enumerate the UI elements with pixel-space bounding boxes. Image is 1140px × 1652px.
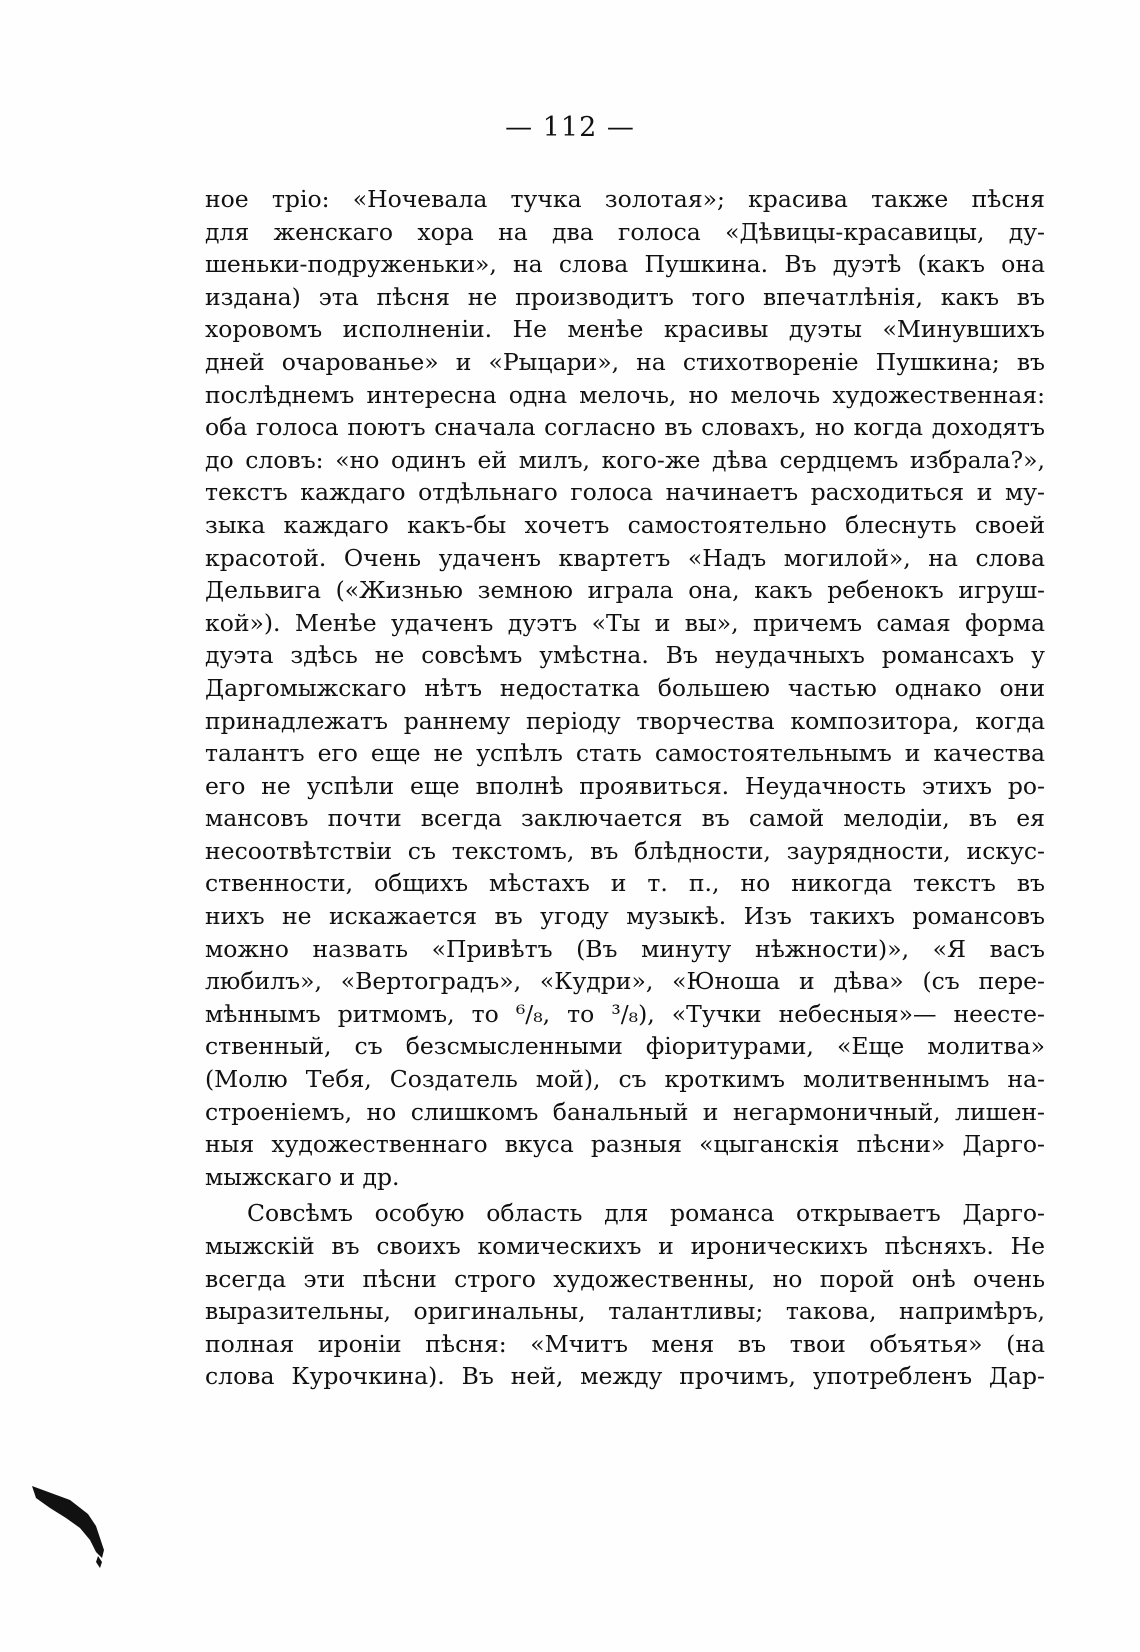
text-line: несоотвѣтствіи съ текстомъ, въ блѣдности, заурядности, искус- xyxy=(205,836,1045,865)
paragraph-1 xyxy=(205,183,1045,1193)
text-line: Дельвига («Жизнью земною играла она, какъ ребенокъ игруш- xyxy=(205,576,1045,605)
text-line: принадлежатъ раннему періоду творчества композитора, когда xyxy=(205,706,1045,735)
text-line: мыжскаго и др. xyxy=(205,1162,400,1191)
text-line: шеньки-подруженьки», на слова Пушкина. Въ дуэтѣ (какъ она xyxy=(205,250,1045,279)
text-line: издана) эта пѣсня не производитъ того впечатлѣнія, какъ въ xyxy=(205,282,1045,311)
text-line: (Молю Тебя, Создатель мой), съ кроткимъ молитвеннымъ на- xyxy=(205,1065,1045,1094)
text-line: ныя художественнаго вкуса разныя «цыганскія пѣсни» Дарго- xyxy=(205,1130,1045,1159)
text-line: любилъ», «Вертоградъ», «Кудри», «Юноша и дѣва» (съ пере- xyxy=(205,967,1045,996)
text-line: зыка каждаго какъ-бы хочетъ самостоятельно блеснуть своей xyxy=(205,510,1045,539)
text-line: слова Курочкина). Въ ней, между прочимъ, употребленъ Дар- xyxy=(205,1362,1045,1391)
text-line: мансовъ почти всегда заключается въ самой мелодіи, въ ея xyxy=(205,804,1045,833)
text-line: ственности, общихъ мѣстахъ и т. п., но никогда текстъ въ xyxy=(205,869,1045,898)
paragraph-2 xyxy=(205,1197,1045,1393)
text-line: ное тріо: «Ночевала тучка золотая»; красива также пѣсня xyxy=(205,185,1045,213)
text-line: хоровомъ исполненіи. Не менѣе красивы дуэты «Минувшихъ xyxy=(205,315,1045,344)
text-line: выразительны, оригинальны, талантливы; такова, напримѣръ, xyxy=(205,1297,1045,1326)
text-line: красотой. Очень удаченъ квартетъ «Надъ могилой», на слова xyxy=(205,543,1045,572)
text-line: Совсѣмъ особую область для романса открываетъ Дарго- xyxy=(247,1199,1045,1228)
ink-blot-mark xyxy=(30,1480,120,1570)
text-line: всегда эти пѣсни строго художественны, но порой онѣ очень xyxy=(205,1264,1045,1293)
text-line: талантъ его еще не успѣлъ стать самостоятельнымъ и качества xyxy=(205,739,1045,768)
text-line: можно назвать «Привѣтъ (Въ минуту нѣжности)», «Я васъ xyxy=(205,934,1045,963)
page-number: — 112 — xyxy=(505,112,635,143)
body-text xyxy=(205,183,1045,1393)
text-line: дуэта здѣсь не совсѣмъ умѣстна. Въ неудачныхъ романсахъ у xyxy=(205,641,1045,670)
text-line: Даргомыжскаго нѣтъ недостатка большею частью однако они xyxy=(205,673,1045,702)
text-line: его не успѣли еще вполнѣ проявиться. Неудачность этихъ ро- xyxy=(205,771,1045,800)
text-line: дней очарованье» и «Рыцари», на стихотвореніе Пушкина; въ xyxy=(205,347,1045,376)
text-line: мѣннымъ ритмомъ, то ⁶/₈, то ³/₈), «Тучки небесныя»— неесте- xyxy=(205,999,1045,1028)
text-line: мыжскій въ своихъ комическихъ и ироническихъ пѣсняхъ. Не xyxy=(205,1232,1045,1260)
text-line: ственный, съ безсмысленными фіоритурами, «Еще молитва» xyxy=(205,1032,1045,1061)
text-line: послѣднемъ интересна одна мелочь, но мелочь художественная: xyxy=(205,380,1045,409)
text-line: строеніемъ, но слишкомъ банальный и негармоничный, лишен- xyxy=(205,1097,1045,1126)
text-line: нихъ не искажается въ угоду музыкѣ. Изъ такихъ романсовъ xyxy=(205,902,1045,931)
text-line: кой»). Менѣе удаченъ дуэтъ «Ты и вы», причемъ самая форма xyxy=(205,608,1045,637)
text-line: для женскаго хора на два голоса «Дѣвицы-красавицы, ду- xyxy=(205,217,1045,246)
text-line: текстъ каждаго отдѣльнаго голоса начинаетъ расходиться и му- xyxy=(205,478,1045,507)
text-line: до словъ: «но одинъ ей милъ, кого-же дѣва сердцемъ избрала?», xyxy=(205,445,1045,474)
text-line: полная ироніи пѣсня: «Мчитъ меня въ твои объятья» (на xyxy=(205,1329,1045,1358)
text-line: оба голоса поютъ сначала согласно въ словахъ, но когда доходятъ xyxy=(205,413,1045,442)
